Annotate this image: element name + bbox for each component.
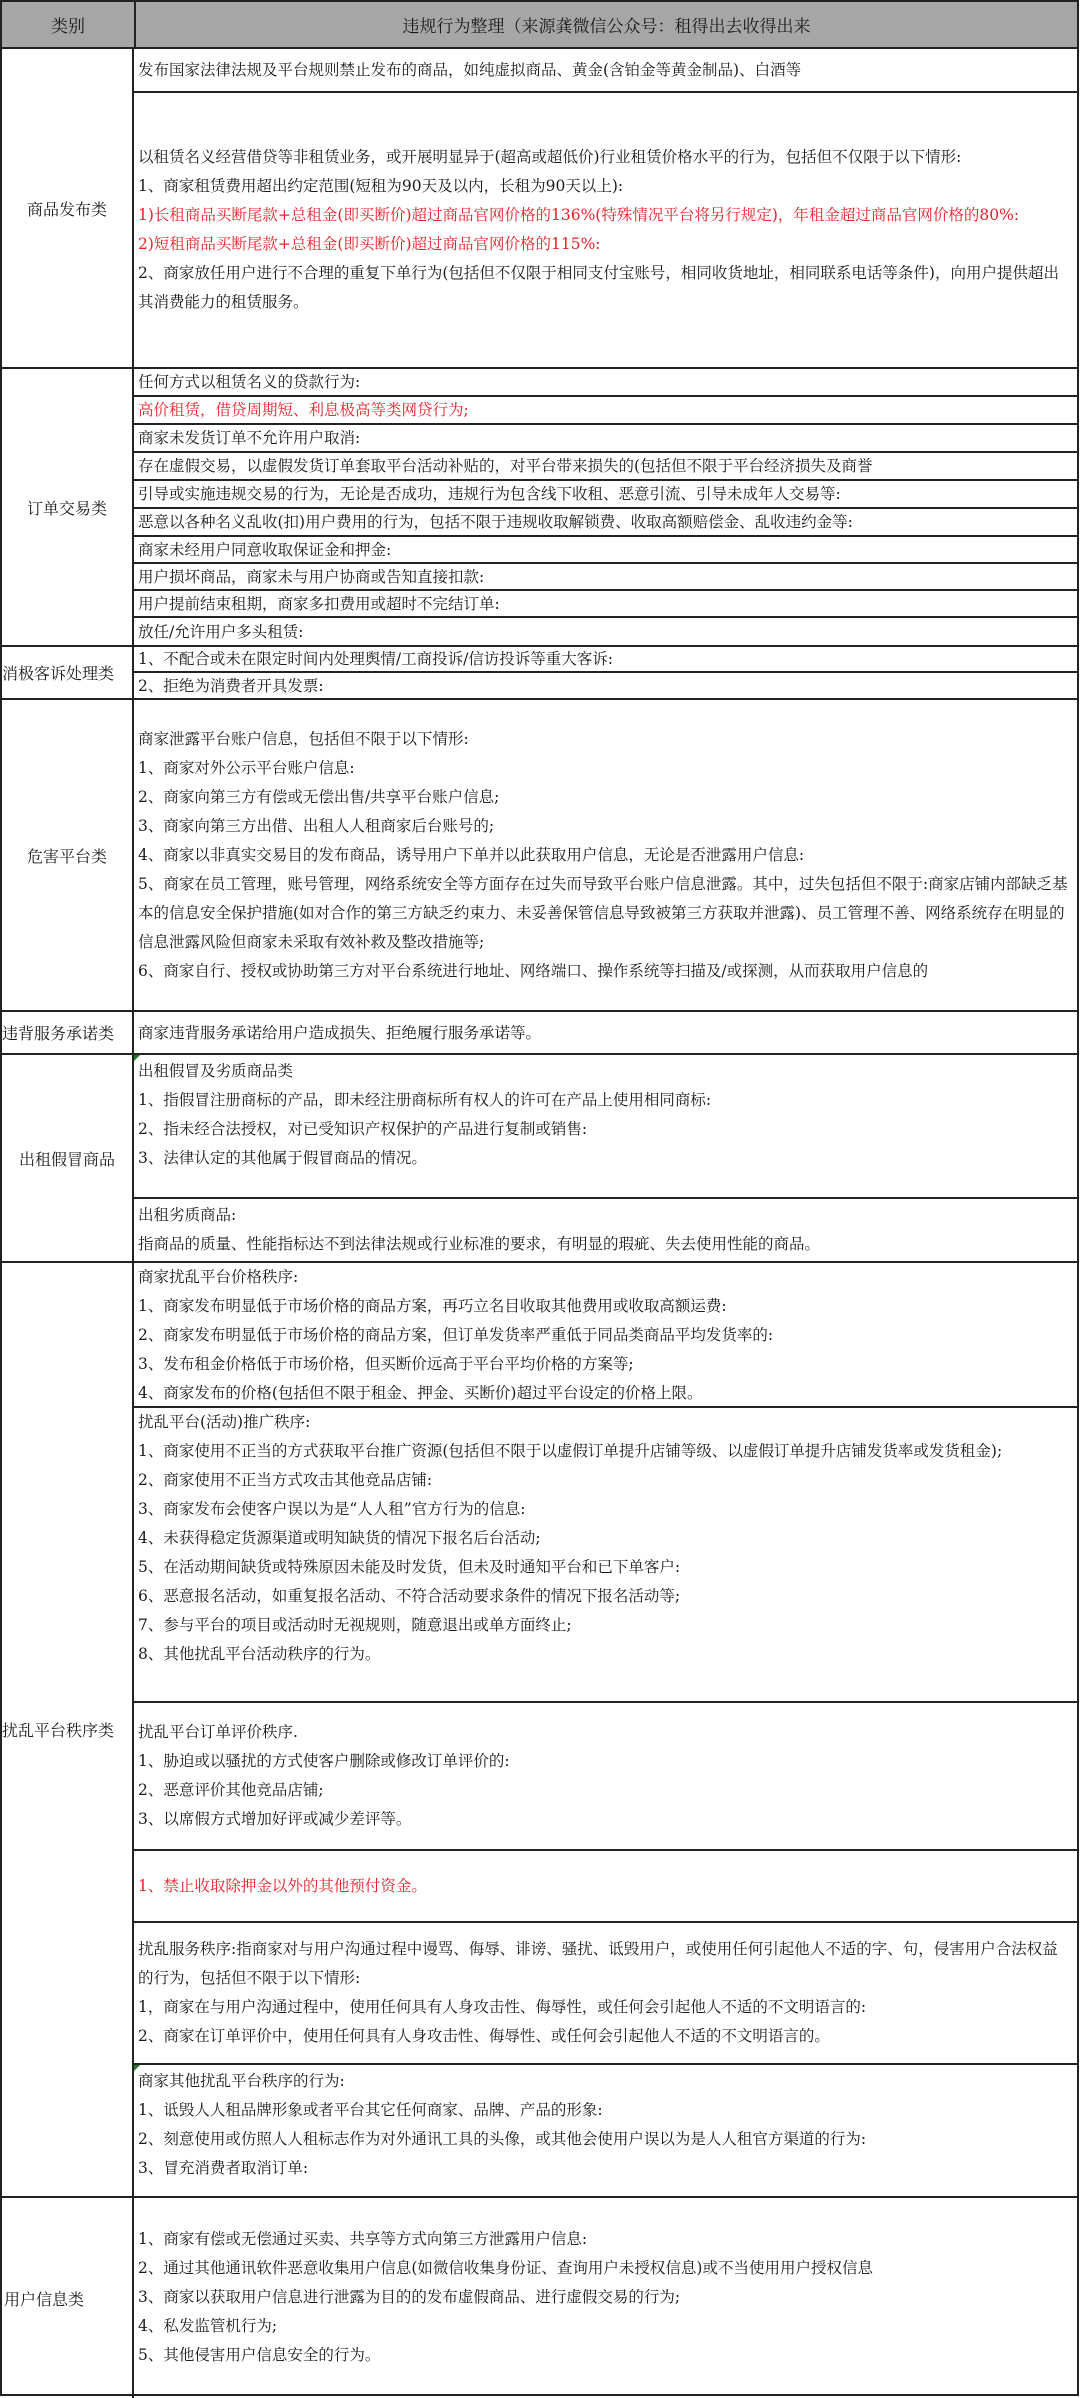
section-counterfeit-goods [2, 1055, 1077, 1263]
table-row: 商家泄露平台账户信息，包括但不限于以下情形: 1、商家对外公示平台账户信息: 2、商家向第三方有偿或无偿出售/共享平台账户信息; 3、商家向第三方出借、出租人人租商家后台账号的; 4、商家以非真实交易目的发布商品，诱导用户下单并以此获取用户信息，无论是否泄露用户信息: 5、商家在员工管理，账号管理，网络系统安全等方面存在过失而导致平台账户信息泄露。其中，过失包括但不限于:商家店铺内部缺乏基本的信息安全保护措施(如对合作的第三方缺乏约束力、未妥善保管信息导致被第三方获取并泄露)、员工管理不善、网络系统存在明显的信息泄露风险但商家未采取有效补救及整改措施等; 6、商家自行、授权或协助第三方对平台系统进行地址、网络端口、操作系统等扫描及/或探测，从而获取用户信息的 [138, 729, 1068, 980]
table-row: 商家扰乱平台价格秩序: 1、商家发布明显低于市场价格的商品方案，再巧立名目收取其他费用或收取高额运费: 2、商家发布明显低于市场价格的商品方案，但订单发货率严重低于同品类商品平均发货率的: 3、发布租金价格低于市场价格，但买断价远高于平台平均价格的方案等; 4、商家发布的价格(包括但不限于租金、押金、买断价)超过平台设定的价格上限。 [134, 1263, 1077, 1408]
table-row: 商家违背服务承诺给用户造成损失、拒绝履行服务承诺等。 [138, 1023, 542, 1042]
table-row: 商家未经用户同意收取保证金和押金: [134, 537, 1077, 564]
table-row: 商家其他扰乱平台秩序的行为: 1、诋毁人人租品牌形象或者平台其它任何商家、品牌、产品的形象: 2、刻意使用或仿照人人租标志作为对外通讯工具的头像，或其他会使用户误以为是人人租官方渠道的行为: 3、冒充消费者取消订单: [138, 2072, 867, 2177]
table-row: 扰乱服务秩序:指商家对与用户沟通过程中谩骂、侮辱、诽谤、骚扰、诋毁用户，或使用任何引起他人不适的字、句，侵害用户合法权益的行为，包括但不限于以下情形: 1，商家在与用户沟通过程中，使用任何具有人身攻击性、侮辱性，或任何会引起他人不适的不文明语言的: 2、商家在订单评价中，使用任何具有人身攻击性、侮辱性、或任何会引起他人不适的不文明语言的。 [134, 1923, 1077, 2065]
section-service-commitment [2, 1012, 1077, 1055]
table-row: 出租劣质商品: 指商品的质量、性能指标达不到法律法规或行业标准的要求，有明显的瑕疵、失去使用性能的商品。 [138, 1206, 821, 1253]
table-row: 引导或实施违规交易的行为，无论是否成功，违规行为包含线下收租、恶意引流、引导未成年人交易等: [134, 481, 1077, 509]
table-row: 1、不配合或未在限定时间内处理舆情/工商投诉/信访投诉等重大客诉: [134, 647, 1077, 673]
section-complaint-handling [2, 647, 1077, 700]
table-row: 1、禁止收取除押金以外的其他预付资金。 [134, 1851, 1077, 1923]
table-row: 存在虚假交易，以虚假发货订单套取平台活动补贴的，对平台带来损失的(包括但不限于平台经济损失及商誉 [134, 453, 1077, 481]
category-cell: 出租假冒商品 [2, 1055, 134, 1261]
category-cell: 订单交易类 [2, 369, 134, 645]
table-row: 扰乱平台订单评价秩序. 1、胁迫或以骚扰的方式使客户删除或修改订单评价的: 2、恶意评价其他竞品店铺; 3、以席假方式增加好评或减少差评等。 [134, 1703, 1077, 1851]
table-row: 以租赁名义经营借贷等非租赁业务，或开展明显异于(超高或超低价)行业租赁价格水平的行为，包括但不仅限于以下情形: 1、商家租赁费用超出约定范围(短租为90天及以内，长租为90天以上): 1)长租商品买断尾款+总租金(即买断价)超过商品官网价格的136%(特殊情况平台将另行规定)，年租金超过商品官网价格的80%: 2)短租商品买断尾款+总租金(即买断价)超过商品官网价格的115%: 2、商家放任用户进行不合理的重复下单行为(包括但不仅限于相同支付宝账号，相同收货地址，相同联系电话等条件)，向用户提供超出其消费能力的租赁服务。 [138, 148, 1059, 311]
header-category: 类别 [2, 2, 136, 47]
section-platform-order-disruption [2, 1263, 1077, 2198]
category-cell: 消极客诉处理类 [2, 647, 134, 698]
section-platform-harm [2, 700, 1077, 1012]
section-order-transactions [2, 369, 1077, 647]
table-row: 商家未发货订单不允许用户取消: [134, 425, 1077, 453]
section-user-information [2, 2198, 1077, 2398]
table-row: 扰乱平台(活动)推广秩序: 1、商家使用不正当的方式获取平台推广资源(包括但不限于以虚假订单提升店铺等级、以虚假订单提升店铺发货率或发货租金); 2、商家使用不正当方式攻击其他竞品店铺: 3、商家发布会使客户误以为是“人人租”官方行为的信息: 4、未获得稳定货源渠道或明知缺货的情况下报名后台活动; 5、在活动期间缺货或特殊原因未能及时发货，但未及时通知平台和已下单客户: 6、恶意报名活动，如重复报名活动、不符合活动要求条件的情况下报名活动等; 7、参与平台的项目或活动时无视规则，随意退出或单方面终止; 8、其他扰乱平台活动秩序的行为。 [134, 1408, 1077, 1703]
category-cell: 商品发布类 [2, 49, 134, 367]
table-row: 2、拒绝为消费者开具发票: [138, 676, 324, 695]
table-row: 发布国家法律法规及平台规则禁止发布的商品，如纯虚拟商品、黄金(含铂金等黄金制品)、白酒等 [134, 49, 1077, 93]
table-row: 放任/允许用户多头租赁: [138, 622, 304, 641]
table-row: 任何方式以租赁名义的贷款行为: [134, 369, 1077, 397]
table-row: 用户提前结束租期，商家多扣费用或超时不完结订单: [134, 591, 1077, 618]
header-content: 违规行为整理（来源龚微信公众号：租得出去收得出来 [402, 17, 811, 37]
category-cell: 危害平台类 [2, 700, 134, 1010]
table-row: 用户损坏商品，商家未与用户协商或告知直接扣款: [134, 564, 1077, 591]
table-row: 1、商家有偿或无偿通过买卖、共享等方式向第三方泄露用户信息: 2、通过其他通讯软件恶意收集用户信息(如微信收集身份证、查询用户未授权信息)或不当使用用户授权信息 3、商家以获取用户信息进行泄露为目的的发布虚假商品、进行虚假交易的行为; 4、私发监管机行为; 5、其他侵害用户信息安全的行为。 [138, 2229, 873, 2364]
table-row: 恶意以各种名义乱收(扣)用户费用的行为，包括不限于违规收取解锁费、收取高额赔偿金、乱收违约金等: [134, 509, 1077, 537]
table-row: 高价租赁，借贷周期短、利息极高等类网贷行为; [134, 397, 1077, 425]
category-cell: 扰乱平台秩序类 [2, 1263, 134, 2196]
category-cell: 用户信息类 [2, 2198, 134, 2398]
table-row: 出租假冒及劣质商品类 1、指假冒注册商标的产品，即未经注册商标所有权人的许可在产品上使用相同商标: 2、指未经合法授权，对已受知识产权保护的产品进行复制或销售: 3、法律认定的其他属于假冒商品的情况。 [134, 1055, 1077, 1199]
category-cell: 违背服务承诺类 [2, 1012, 134, 1053]
table-header [2, 2, 1077, 49]
section-product-publishing [2, 49, 1077, 369]
